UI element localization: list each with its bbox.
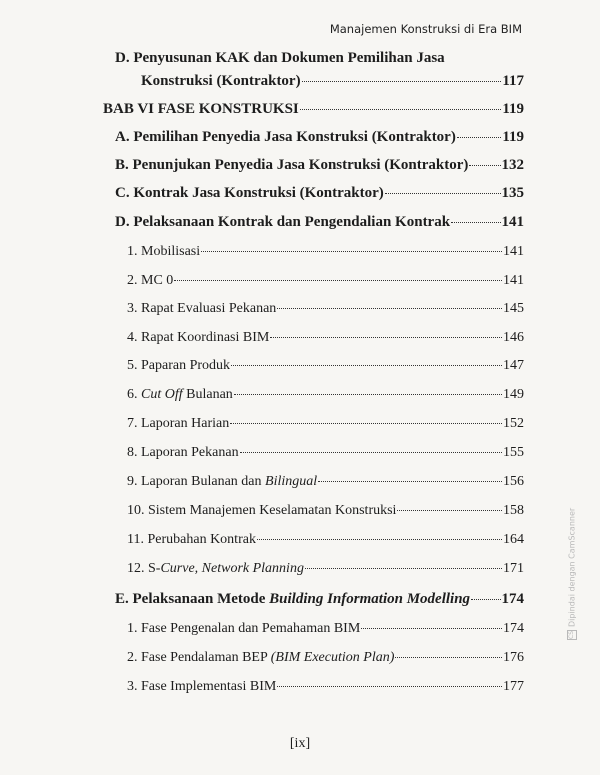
item-number: 12. S-: [127, 561, 161, 576]
toc-page: 145: [503, 301, 524, 316]
toc-subentry: [127, 621, 524, 637]
toc-label: C. Kontrak Jasa Konstruksi (Kontraktor): [115, 185, 384, 201]
leader-dots: [385, 193, 501, 194]
toc-label: Konstruksi (Kontraktor): [141, 73, 301, 89]
toc-page: 119: [502, 101, 524, 117]
camscanner-logo-icon: CS: [568, 631, 575, 639]
italic-term: Building Information Modelling: [269, 591, 471, 607]
toc-label: [127, 650, 394, 666]
toc-label: B. Penunjukan Penyedia Jasa Konstruksi (Kontraktor): [115, 157, 469, 173]
italic-term: Curve, Network Planning: [160, 561, 304, 576]
leader-dots: [257, 539, 502, 540]
toc-label: [127, 474, 317, 490]
toc-label: 5. Paparan Produk: [127, 358, 231, 373]
toc-subentry: [127, 474, 524, 490]
toc-page: 135: [501, 185, 524, 201]
toc-subentry: [127, 244, 524, 260]
toc-page: 176: [503, 650, 524, 665]
toc-label: 3. Fase Implementasi BIM: [127, 679, 277, 694]
toc-subentry: [127, 416, 524, 432]
toc-entry-bab6: [103, 101, 524, 118]
item-number: 6.: [127, 387, 141, 402]
toc-page: 132: [501, 157, 524, 173]
toc-page: 147: [503, 358, 524, 373]
toc-label: 8. Laporan Pekanan: [127, 445, 239, 460]
toc-label: BAB VI FASE KONSTRUKSI: [103, 101, 299, 117]
leader-dots: [230, 423, 502, 424]
e-label: E. Pelaksanaan Metode: [115, 591, 270, 607]
toc-subentry: [127, 387, 524, 403]
toc-page: 171: [503, 561, 524, 576]
toc-subentry: [127, 650, 524, 666]
leader-dots: [318, 481, 502, 482]
leader-dots: [231, 365, 502, 366]
toc-page: 156: [503, 474, 524, 489]
toc-page: 164: [503, 532, 524, 547]
toc-entry-d: [115, 214, 524, 231]
toc-entry-d-penyusunan-line1: [115, 50, 445, 67]
italic-term: Cut Off: [141, 387, 183, 402]
page-number: [ix]: [289, 736, 311, 751]
toc-label: 11. Perubahan Kontrak: [127, 532, 256, 547]
leader-dots: [240, 452, 502, 453]
toc-page: 155: [503, 445, 524, 460]
toc-label: 10. Sistem Manajemen Keselamatan Konstruksi: [127, 503, 397, 518]
toc-label: 7. Laporan Harian: [127, 416, 230, 431]
italic-term: (BIM Execution Plan): [270, 650, 395, 665]
watermark-text: Dipindai dengan CamScanner: [567, 507, 577, 627]
toc-label: A. Pemilihan Penyedia Jasa Konstruksi (Kontraktor): [115, 129, 456, 145]
toc-subentry: [127, 358, 524, 374]
toc-label: [115, 591, 470, 608]
toc-entry-a: [115, 129, 524, 146]
leader-dots: [469, 165, 500, 166]
toc-label: 3. Rapat Evaluasi Pekanan: [127, 301, 277, 316]
leader-dots: [395, 657, 502, 658]
toc-subentry: [127, 503, 524, 519]
leader-dots: [302, 81, 502, 82]
toc-page: 149: [503, 387, 524, 402]
item-rest: Bulanan: [182, 387, 233, 402]
toc-entry-e: [115, 591, 524, 608]
leader-dots: [270, 337, 502, 338]
toc-page: 158: [503, 503, 524, 518]
leader-dots: [201, 251, 502, 252]
toc-label: D. Pelaksanaan Kontrak dan Pengendalian Kontrak: [115, 214, 451, 230]
toc-label: 1. Mobilisasi: [127, 244, 201, 259]
toc-subentry: [127, 301, 524, 317]
toc-page: 141: [503, 244, 524, 259]
toc-subentry: [127, 273, 524, 289]
toc-entry-c: [115, 185, 524, 202]
toc-entry-b: [115, 157, 524, 174]
toc-subentry: [127, 532, 524, 548]
item-number: 2. Fase Pendalaman BEP: [127, 650, 271, 665]
toc-page: 174: [503, 621, 524, 636]
leader-dots: [457, 137, 501, 138]
item-number: 9. Laporan Bulanan dan: [127, 474, 266, 489]
toc-page: 117: [502, 73, 524, 89]
leader-dots: [361, 628, 502, 629]
toc-page: 177: [503, 679, 524, 694]
scanner-watermark: [567, 508, 577, 640]
leader-dots: [471, 599, 500, 600]
toc-label: [127, 561, 304, 577]
toc-page: 152: [503, 416, 524, 431]
toc-label: D. Penyusunan KAK dan Dokumen Pemilihan Jasa: [115, 50, 445, 66]
toc-label: [127, 387, 233, 403]
leader-dots: [397, 510, 502, 511]
italic-term: Bilingual: [265, 474, 318, 489]
toc-entry-d-penyusunan: [141, 73, 524, 90]
leader-dots: [451, 222, 500, 223]
leader-dots: [277, 686, 502, 687]
toc-label: 1. Fase Pengenalan dan Pemahaman BIM: [127, 621, 361, 636]
toc-subentry: [127, 445, 524, 461]
toc-page: 146: [503, 330, 524, 345]
toc-subentry: [127, 561, 524, 577]
toc-label: 4. Rapat Koordinasi BIM: [127, 330, 270, 345]
toc-subentry: [127, 330, 524, 346]
toc-label: 2. MC 0: [127, 273, 174, 288]
leader-dots: [305, 568, 502, 569]
toc-page: 174: [501, 591, 524, 607]
leader-dots: [277, 308, 502, 309]
leader-dots: [174, 280, 502, 281]
toc-page: 119: [502, 129, 524, 145]
toc-page: 141: [503, 273, 524, 288]
leader-dots: [234, 394, 502, 395]
toc-page: 141: [501, 214, 524, 230]
toc-subentry: [127, 679, 524, 695]
running-header: Manajemen Konstruksi di Era BIM: [329, 22, 522, 36]
leader-dots: [300, 109, 502, 110]
